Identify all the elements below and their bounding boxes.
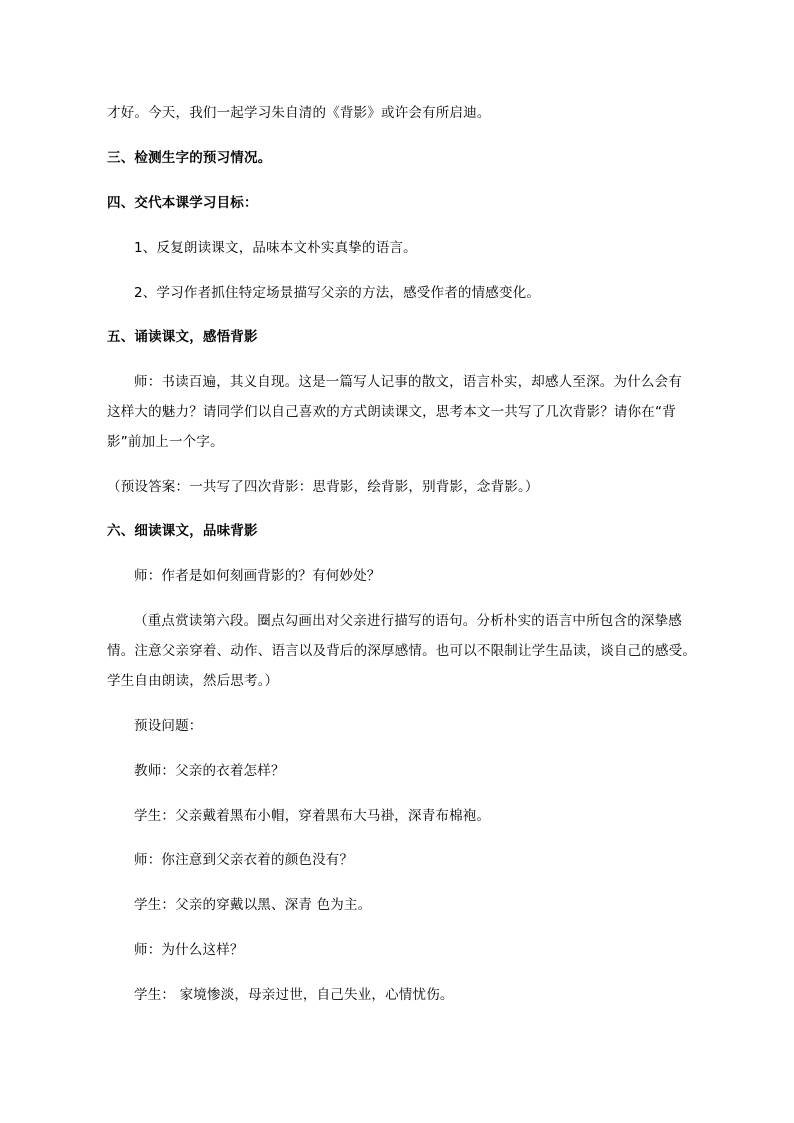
paragraph-line: （预设答案：一共写了四次背影：思背影，绘背影，别背影，念背影。） [107, 479, 539, 495]
paragraph-line: （重点赏读第六段。圈点勾画出对父亲进行描写的语句。分析朴实的语言中所包含的深挚感 [134, 613, 682, 629]
paragraph-line: 师：书读百遍，其义自现。这是一篇写人记事的散文，语言朴实，却感人至深。为什么会有 [134, 374, 682, 390]
dialogue-line: 学生： 家境惨淡，母亲过世，自己失业，心情忧伤。 [134, 987, 454, 1003]
paragraph-line: 才好。今天，我们一起学习朱自清的《背影》或许会有所启迪。 [107, 105, 491, 121]
paragraph-line: 影”前加上一个字。 [107, 434, 224, 450]
section-heading: 六、细读课文，品味背影 [107, 523, 258, 539]
paragraph-line: 预设问题： [134, 718, 203, 734]
dialogue-line: 师：你注意到父亲衣着的颜色没有？ [134, 852, 354, 868]
paragraph-line: 师：作者是如何刻画背影的？有何妙处？ [134, 568, 381, 584]
dialogue-line: 教师：父亲的衣着怎样？ [134, 763, 285, 779]
dialogue-line: 学生：父亲的穿戴以黑、深青 色为主。 [134, 897, 372, 913]
section-heading: 三、检测生字的预习情况。 [107, 150, 272, 166]
paragraph-line: 学生自由朗读，然后思考。） [107, 673, 279, 689]
section-heading: 四、交代本课学习目标： [107, 195, 258, 211]
section-heading: 五、诵读课文，感悟背影 [107, 329, 258, 345]
paragraph-line: 情。注意父亲穿着、动作、语言以及背后的深厚感情。也可以不限制让学生品读，谈自己的感受。 [107, 643, 697, 659]
goal-item: 2、学习作者抓住特定场景描写父亲的方法，感受作者的情感变化。 [134, 285, 541, 301]
dialogue-line: 学生：父亲戴着黑布小帽，穿着黑布大马褂，深青布棉袍。 [134, 808, 491, 824]
paragraph-line: 这样大的魅力？请同学们以自己喜欢的方式朗读课文，思考本文一共写了几次背影？请你在“背 [107, 404, 676, 420]
goal-item: 1、反复朗读课文，品味本文朴实真挚的语言。 [134, 240, 417, 256]
dialogue-line: 师：为什么这样？ [134, 942, 244, 958]
